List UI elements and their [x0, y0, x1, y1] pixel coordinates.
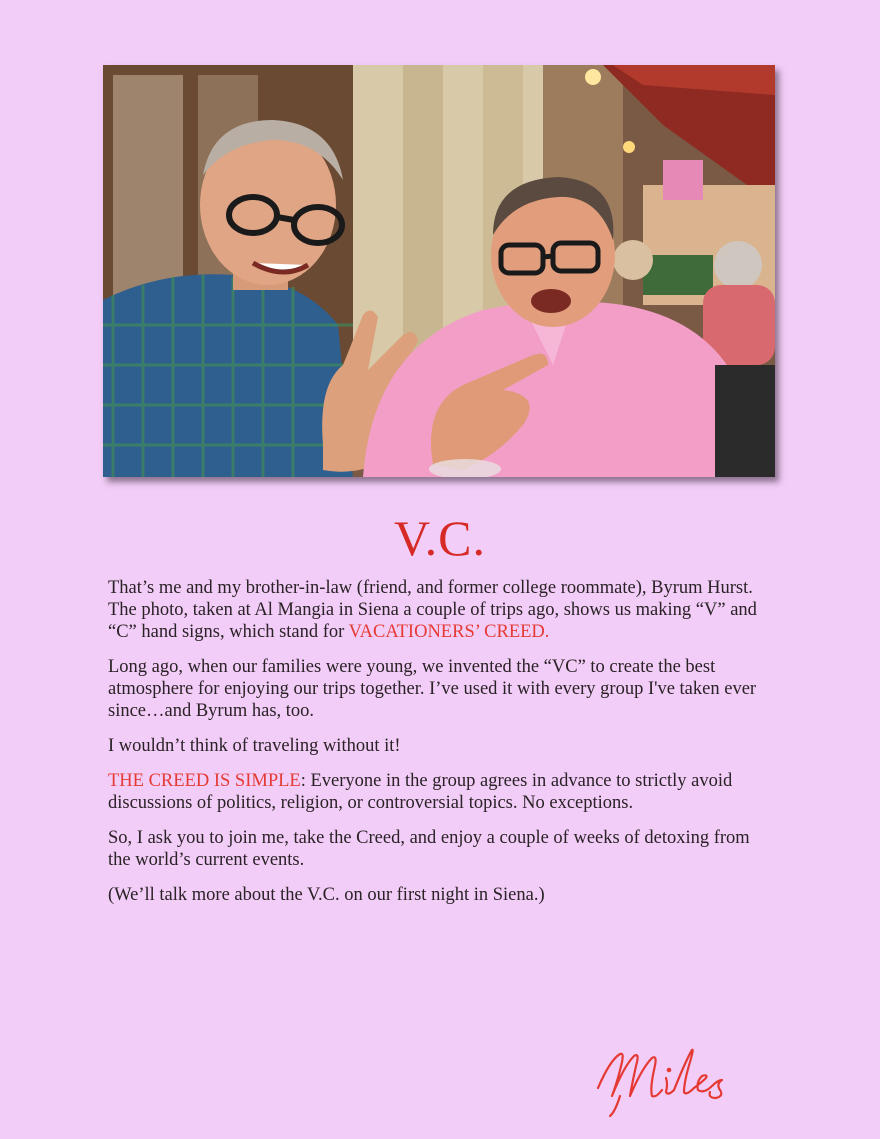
paragraph-creed [108, 770, 768, 814]
paragraph-history: Long ago, when our families were young, we invented the “VC” to create the best atmosphere for enjoying our trips together. I’ve used it with every group I've taken ever since…and Byrum has, too. [108, 657, 757, 721]
portrait-photo [103, 65, 775, 477]
signature-icon [590, 1040, 750, 1120]
paragraph-invitation: So, I ask you to join me, take the Creed, and enjoy a couple of weeks of detoxing from the world’s current events. [108, 828, 750, 870]
intro-text: That’s me and my brother-in-law (friend, and former college roommate), Byrum Hurst. The photo, taken at Al Mangia in Siena a couple of trips ago, shows us making “V” and “C” hand signs, which stand for [108, 578, 757, 642]
paragraph-closing: (We’ll talk more about the V.C. on our first night in Siena.) [108, 885, 545, 905]
creed-text: : Everyone in the group agrees in advance to strictly avoid discussions of politics, religion, or controversial topics. No exceptions. [108, 771, 733, 813]
body-text [108, 577, 768, 919]
signature [590, 1040, 750, 1120]
paragraph-intro [108, 577, 768, 643]
creed-simple-highlight: THE CREED IS SIMPLE [108, 771, 301, 791]
page-title: V.C. [393, 510, 486, 566]
paragraph-travel: I wouldn’t think of traveling without it! [108, 736, 401, 756]
photo-illustration [103, 65, 775, 477]
vacationers-creed-highlight: VACATIONERS’ CREED. [348, 622, 550, 642]
